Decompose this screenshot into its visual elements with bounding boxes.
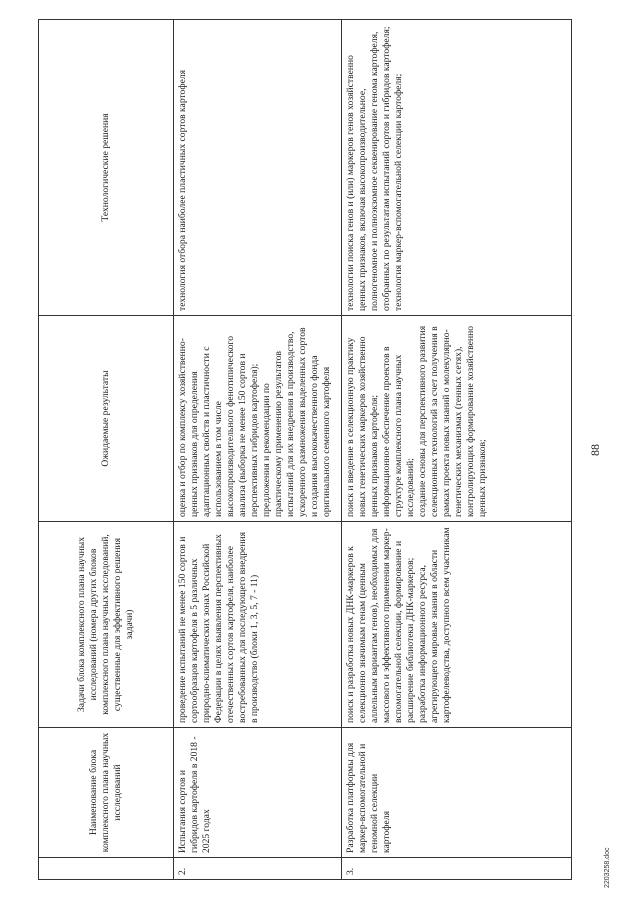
tech-solutions [174, 20, 342, 316]
document-page [20, 20, 620, 888]
header-block-name: Наименование блока комплексного плана научных исследований [39, 728, 174, 858]
result-item: информационное обеспечение проектов в структуре комплексного плана научных исследований; [381, 346, 416, 517]
block-name: Испытания сортов и гибридов картофеля в 2018 - 2025 годах [174, 728, 342, 858]
table-row [342, 20, 572, 880]
table-header-row [39, 20, 174, 880]
page-number: 88 [588, 444, 602, 456]
solution-item: технология маркер-вспомогательной селекции картофеля; [393, 73, 404, 311]
block-tasks: проведение испытаний не менее 150 сортов и сортообразцов картофеля в 5 различных природно-климатических зонах Российской Федерации в целях выявления перспективных отечественных сортов картофеля, наиболее востребованных для последующего внедрения в производство (блоки 1, 3, 5, 7 - 11) [174, 522, 342, 728]
expected-results [342, 316, 572, 522]
research-plan-table [38, 19, 572, 880]
result-item: поиск и введение в селекционную практику новых генетических маркеров хозяйственно ценных признаков картофеля; [345, 336, 380, 517]
block-name: Разработка платформы для маркер-вспомогательной и геномной селекции картофеля [342, 728, 572, 858]
expected-results [174, 316, 342, 522]
header-num [39, 858, 174, 880]
row-number: 2. [174, 858, 342, 880]
solution-item: технология отбора наиболее пластичных сортов картофеля [177, 69, 188, 311]
result-item: предложения и рекомендации по практическому применению результатов испытаний для их внедрения в производство, ускоренного размножения выделенных сортов и создания высококачественного фонда оригинального семенного картофеля [261, 327, 332, 517]
header-block-tasks: Задачи блока комплексного плана научных исследований (номера других блоков комплексного плана научных исследований, существенные для эффективного решения задачи) [39, 522, 174, 728]
header-expected-results: Ожидаемые результаты [39, 316, 174, 522]
result-item: создание основы для перспективного развития селекционных технологий за счет получения в рамках проекта новых знаний о молекулярно-генетических механизмах (генных сетях), контролирующих формирование хозяйственно ценных признаков; [417, 325, 488, 517]
tech-solutions [342, 20, 572, 316]
result-item: оценка и отбор по комплексу хозяйственно-ценных признаков для определения адаптационных свойств и пластичности с использованием в том числе высокопроизводительного фенотипического анализа (выборка не менее 150 сортов и перспективных гибридов картофеля); [177, 335, 260, 517]
block-tasks: поиск и разработка новых ДНК-маркеров к селекционно значимым генам (ценным аллельным вариантам генов), необходимых для массового и эффективного применения маркер-вспомогательной селекции, формирование и расширение библиотеки ДНК-маркеров; разработка информационного ресурса, агрегирующего мировые знания в области картофелеводства, доступного всем участникам [342, 522, 572, 728]
solution-item: технологии поиска генов и (или) маркеров генов хозяйственно ценных признаков, включая высокопроизводительное, полногеномное и полноэкзомное секвенирование генома картофеля, отобранных по результатам испытаний сортов и гибридов картофеля; [345, 26, 392, 311]
row-number: 3. [342, 858, 572, 880]
table-row [174, 20, 342, 880]
header-tech-solutions: Технологические решения [39, 20, 174, 316]
file-footer: 2203258.doc [604, 847, 611, 888]
